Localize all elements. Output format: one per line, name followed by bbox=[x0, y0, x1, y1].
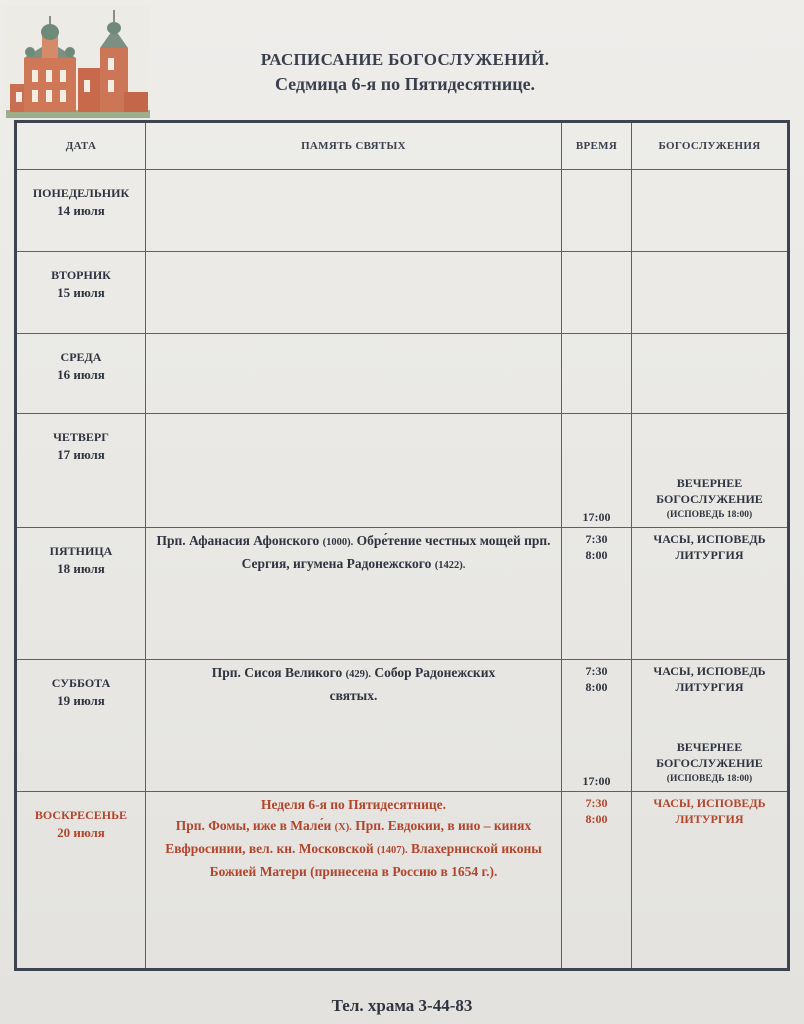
day-date: 19 июля bbox=[57, 693, 105, 708]
table-header-row bbox=[16, 122, 789, 170]
time-cell bbox=[562, 660, 632, 792]
day-date: 20 июля bbox=[57, 825, 105, 840]
page-title: РАСПИСАНИЕ БОГОСЛУЖЕНИЙ. bbox=[260, 50, 550, 69]
saints-cell bbox=[146, 252, 562, 334]
saints-year: (429). bbox=[345, 669, 371, 680]
day-date: 15 июля bbox=[57, 285, 105, 300]
day-name: СУББОТА bbox=[51, 676, 111, 690]
saints-text: Собор Радонежских святых. bbox=[329, 665, 496, 703]
saints-year: (1422). bbox=[434, 560, 466, 571]
time-hours: 7:30 bbox=[585, 532, 608, 546]
saints-text: Влахерниской иконы Божией Матери (принесена в Россию в 1654 г.). bbox=[209, 841, 542, 879]
evening-service-block bbox=[632, 475, 787, 523]
day-cell bbox=[16, 660, 146, 792]
church-illustration-icon bbox=[4, 6, 150, 120]
time-cell bbox=[562, 252, 632, 334]
table-row bbox=[16, 660, 789, 792]
table-row bbox=[16, 414, 789, 528]
evening-service: ВЕЧЕРНЕЕ БОГОСЛУЖЕНИЕ bbox=[656, 740, 763, 770]
table-row bbox=[16, 528, 789, 660]
saints-text: Обре́тение честных мощей прп. Сергия, игумена Радонежского bbox=[241, 533, 551, 571]
day-cell bbox=[16, 528, 146, 660]
day-date: 17 июля bbox=[57, 447, 105, 462]
time-hours: 7:30 bbox=[585, 796, 608, 810]
time-cell bbox=[562, 170, 632, 252]
evening-service: ВЕЧЕРНЕЕ БОГОСЛУЖЕНИЕ bbox=[656, 476, 763, 506]
day-cell bbox=[16, 792, 146, 970]
saints-text: Прп. Фомы, иже в Мале́и bbox=[175, 818, 332, 833]
saints-year: (1407). bbox=[377, 845, 408, 856]
day-name: ВТОРНИК bbox=[51, 268, 111, 282]
day-date: 18 июля bbox=[57, 561, 105, 576]
services-cell bbox=[632, 252, 789, 334]
saints-text: Прп. Евдокии, в ино – кинях Евфросинии, вел. кн. Московской bbox=[165, 818, 532, 856]
day-name: СРЕДА bbox=[60, 350, 102, 364]
day-name: ЧЕТВЕРГ bbox=[53, 430, 109, 444]
confession-note: (ИСПОВЕДЬ 18:00) bbox=[666, 774, 753, 784]
services-cell bbox=[632, 334, 789, 414]
column-header-services: БОГОСЛУЖЕНИЯ bbox=[632, 122, 789, 170]
day-cell bbox=[16, 252, 146, 334]
day-cell bbox=[16, 170, 146, 252]
table-row bbox=[16, 334, 789, 414]
day-date: 14 июля bbox=[57, 203, 105, 218]
service-liturgy: ЛИТУРГИЯ bbox=[675, 680, 744, 694]
time-hours: 7:30 bbox=[585, 664, 608, 678]
evening-service-block bbox=[632, 739, 787, 787]
table-row bbox=[16, 170, 789, 252]
saints-heading: Неделя 6-я по Пятидесятнице. bbox=[260, 797, 447, 812]
saints-cell bbox=[146, 660, 562, 792]
column-header-time: ВРЕМЯ bbox=[562, 122, 632, 170]
service-hours: ЧАСЫ, ИСПОВЕДЬ bbox=[653, 664, 766, 678]
time-cell bbox=[562, 792, 632, 970]
table-row bbox=[16, 252, 789, 334]
day-cell bbox=[16, 334, 146, 414]
day-cell bbox=[16, 414, 146, 528]
table-row bbox=[16, 792, 789, 970]
schedule-table bbox=[14, 120, 790, 971]
page-subtitle: Седмица 6-я по Пятидесятнице. bbox=[274, 74, 536, 94]
service-liturgy: ЛИТУРГИЯ bbox=[675, 812, 744, 826]
column-header-date: ДАТА bbox=[16, 122, 146, 170]
church-phone: Тел. храма 3-44-83 bbox=[331, 996, 473, 1015]
time-cell bbox=[562, 414, 632, 528]
service-liturgy: ЛИТУРГИЯ bbox=[675, 548, 744, 562]
saints-cell bbox=[146, 414, 562, 528]
day-name: ПОНЕДЕЛЬНИК bbox=[32, 186, 130, 200]
service-hours: ЧАСЫ, ИСПОВЕДЬ bbox=[653, 532, 766, 546]
time-liturgy: 8:00 bbox=[585, 680, 608, 694]
day-name: ПЯТНИЦА bbox=[49, 544, 113, 558]
time-liturgy: 8:00 bbox=[585, 812, 608, 826]
services-cell bbox=[632, 792, 789, 970]
saints-text: Прп. Афанасия Афонского bbox=[156, 533, 320, 548]
saints-cell bbox=[146, 528, 562, 660]
evening-time: 17:00 bbox=[582, 774, 611, 788]
services-cell bbox=[632, 414, 789, 528]
saints-year: (1000). bbox=[322, 537, 354, 548]
saints-year: (X). bbox=[334, 822, 352, 833]
day-name: ВОСКРЕСЕНЬЕ bbox=[34, 808, 128, 822]
time-cell bbox=[562, 334, 632, 414]
time-liturgy: 8:00 bbox=[585, 548, 608, 562]
saints-text: Прп. Сисоя Великого bbox=[211, 665, 343, 680]
services-cell bbox=[632, 170, 789, 252]
services-cell bbox=[632, 528, 789, 660]
service-hours: ЧАСЫ, ИСПОВЕДЬ bbox=[653, 796, 766, 810]
services-cell bbox=[632, 660, 789, 792]
time-cell bbox=[562, 528, 632, 660]
column-header-saints: ПАМЯТЬ СВЯТЫХ bbox=[146, 122, 562, 170]
saints-cell bbox=[146, 334, 562, 414]
day-date: 16 июля bbox=[57, 367, 105, 382]
saints-cell bbox=[146, 170, 562, 252]
evening-time: 17:00 bbox=[582, 510, 611, 524]
confession-note: (ИСПОВЕДЬ 18:00) bbox=[666, 510, 753, 520]
saints-cell bbox=[146, 792, 562, 970]
